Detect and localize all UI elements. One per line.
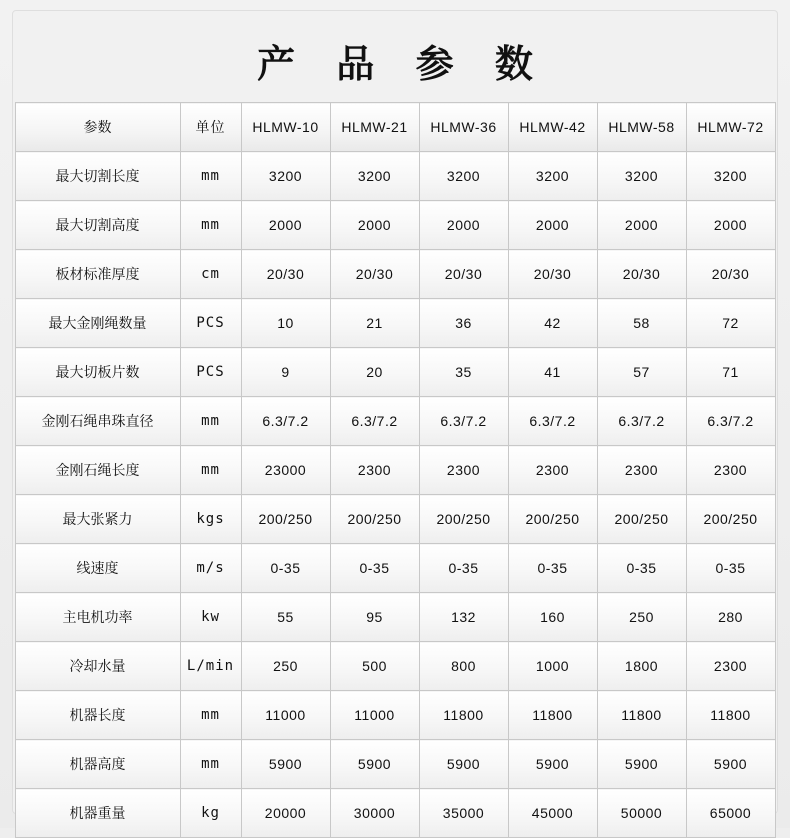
- row-value: 72: [686, 299, 775, 348]
- row-value: 11800: [686, 691, 775, 740]
- row-value: 71: [686, 348, 775, 397]
- row-value: 2300: [508, 446, 597, 495]
- row-value: 21: [330, 299, 419, 348]
- row-value: 9: [241, 348, 330, 397]
- row-value: 41: [508, 348, 597, 397]
- spec-card: [12, 10, 778, 822]
- row-value: 20/30: [330, 250, 419, 299]
- row-value: 3200: [330, 152, 419, 201]
- row-value: 2000: [241, 201, 330, 250]
- row-value: 3200: [508, 152, 597, 201]
- row-value: 2300: [330, 446, 419, 495]
- table-row: [15, 642, 775, 691]
- row-unit: PCS: [180, 348, 241, 397]
- row-value: 42: [508, 299, 597, 348]
- row-value: 200/250: [508, 495, 597, 544]
- row-value: 0-35: [330, 544, 419, 593]
- row-value: 20/30: [597, 250, 686, 299]
- row-value: 2300: [686, 642, 775, 691]
- row-value: 6.3/7.2: [419, 397, 508, 446]
- row-label: 板材标准厚度: [15, 250, 180, 299]
- row-unit: mm: [180, 397, 241, 446]
- header-cell-model-5: HLMW-58: [597, 103, 686, 152]
- row-value: 800: [419, 642, 508, 691]
- row-value: 6.3/7.2: [241, 397, 330, 446]
- table-row: [15, 152, 775, 201]
- row-value: 250: [241, 642, 330, 691]
- row-value: 250: [597, 593, 686, 642]
- row-value: 20/30: [241, 250, 330, 299]
- row-value: 20000: [241, 789, 330, 838]
- row-value: 20/30: [686, 250, 775, 299]
- row-value: 95: [330, 593, 419, 642]
- row-value: 5900: [686, 740, 775, 789]
- table-row: [15, 789, 775, 838]
- table-row: [15, 495, 775, 544]
- row-value: 200/250: [686, 495, 775, 544]
- row-value: 57: [597, 348, 686, 397]
- row-value: 6.3/7.2: [330, 397, 419, 446]
- table-row: [15, 446, 775, 495]
- row-value: 6.3/7.2: [508, 397, 597, 446]
- row-value: 280: [686, 593, 775, 642]
- row-label: 最大张紧力: [15, 495, 180, 544]
- row-label: 冷却水量: [15, 642, 180, 691]
- row-value: 3200: [241, 152, 330, 201]
- row-value: 0-35: [508, 544, 597, 593]
- row-value: 5900: [597, 740, 686, 789]
- row-value: 20/30: [419, 250, 508, 299]
- row-unit: mm: [180, 446, 241, 495]
- row-value: 2000: [508, 201, 597, 250]
- row-value: 6.3/7.2: [597, 397, 686, 446]
- row-value: 11800: [419, 691, 508, 740]
- row-value: 2000: [330, 201, 419, 250]
- table-row: [15, 593, 775, 642]
- row-value: 200/250: [330, 495, 419, 544]
- row-value: 0-35: [241, 544, 330, 593]
- row-value: 2300: [419, 446, 508, 495]
- row-value: 200/250: [241, 495, 330, 544]
- header-cell-model-6: HLMW-72: [686, 103, 775, 152]
- row-value: 55: [241, 593, 330, 642]
- row-value: 35000: [419, 789, 508, 838]
- row-value: 23000: [241, 446, 330, 495]
- row-unit: mm: [180, 152, 241, 201]
- row-value: 30000: [330, 789, 419, 838]
- row-value: 2000: [686, 201, 775, 250]
- row-value: 5900: [241, 740, 330, 789]
- table-row: [15, 299, 775, 348]
- row-label: 机器长度: [15, 691, 180, 740]
- row-label: 主电机功率: [15, 593, 180, 642]
- table-row: [15, 348, 775, 397]
- row-label: 最大切割长度: [15, 152, 180, 201]
- header-cell-model-1: HLMW-10: [241, 103, 330, 152]
- row-value: 0-35: [597, 544, 686, 593]
- row-label: 最大金刚绳数量: [15, 299, 180, 348]
- row-value: 1800: [597, 642, 686, 691]
- row-value: 11800: [508, 691, 597, 740]
- row-value: 132: [419, 593, 508, 642]
- row-value: 200/250: [597, 495, 686, 544]
- row-value: 58: [597, 299, 686, 348]
- row-value: 2000: [597, 201, 686, 250]
- specifications-table: [15, 102, 776, 838]
- row-value: 2300: [597, 446, 686, 495]
- table-header-row: [15, 103, 775, 152]
- row-value: 0-35: [686, 544, 775, 593]
- row-value: 35: [419, 348, 508, 397]
- table-row: [15, 740, 775, 789]
- row-value: 11800: [597, 691, 686, 740]
- row-unit: PCS: [180, 299, 241, 348]
- row-label: 机器高度: [15, 740, 180, 789]
- table-row: [15, 201, 775, 250]
- row-unit: mm: [180, 201, 241, 250]
- row-value: 1000: [508, 642, 597, 691]
- table-row: [15, 544, 775, 593]
- row-unit: mm: [180, 740, 241, 789]
- row-value: 5900: [419, 740, 508, 789]
- row-unit: m/s: [180, 544, 241, 593]
- row-value: 2300: [686, 446, 775, 495]
- header-cell-model-2: HLMW-21: [330, 103, 419, 152]
- row-label: 金刚石绳串珠直径: [15, 397, 180, 446]
- row-value: 0-35: [419, 544, 508, 593]
- row-value: 200/250: [419, 495, 508, 544]
- row-label: 最大切板片数: [15, 348, 180, 397]
- row-value: 500: [330, 642, 419, 691]
- row-unit: kg: [180, 789, 241, 838]
- table-row: [15, 691, 775, 740]
- row-unit: mm: [180, 691, 241, 740]
- row-value: 5900: [508, 740, 597, 789]
- row-value: 10: [241, 299, 330, 348]
- row-value: 20: [330, 348, 419, 397]
- row-value: 3200: [597, 152, 686, 201]
- header-cell-parameter: 参数: [15, 103, 180, 152]
- row-label: 金刚石绳长度: [15, 446, 180, 495]
- row-value: 2000: [419, 201, 508, 250]
- row-value: 160: [508, 593, 597, 642]
- row-unit: kw: [180, 593, 241, 642]
- row-value: 5900: [330, 740, 419, 789]
- row-value: 6.3/7.2: [686, 397, 775, 446]
- row-value: 11000: [330, 691, 419, 740]
- row-value: 3200: [686, 152, 775, 201]
- header-cell-model-4: HLMW-42: [508, 103, 597, 152]
- header-cell-unit: 单位: [180, 103, 241, 152]
- row-value: 11000: [241, 691, 330, 740]
- row-value: 3200: [419, 152, 508, 201]
- row-unit: kgs: [180, 495, 241, 544]
- table-row: [15, 397, 775, 446]
- page-title: 产 品 参 数: [257, 42, 547, 86]
- row-value: 65000: [686, 789, 775, 838]
- row-value: 36: [419, 299, 508, 348]
- row-unit: L/min: [180, 642, 241, 691]
- row-value: 50000: [597, 789, 686, 838]
- row-label: 机器重量: [15, 789, 180, 838]
- row-value: 20/30: [508, 250, 597, 299]
- table-row: [15, 250, 775, 299]
- row-label: 线速度: [15, 544, 180, 593]
- row-label: 最大切割高度: [15, 201, 180, 250]
- header-cell-model-3: HLMW-36: [419, 103, 508, 152]
- row-value: 45000: [508, 789, 597, 838]
- row-unit: cm: [180, 250, 241, 299]
